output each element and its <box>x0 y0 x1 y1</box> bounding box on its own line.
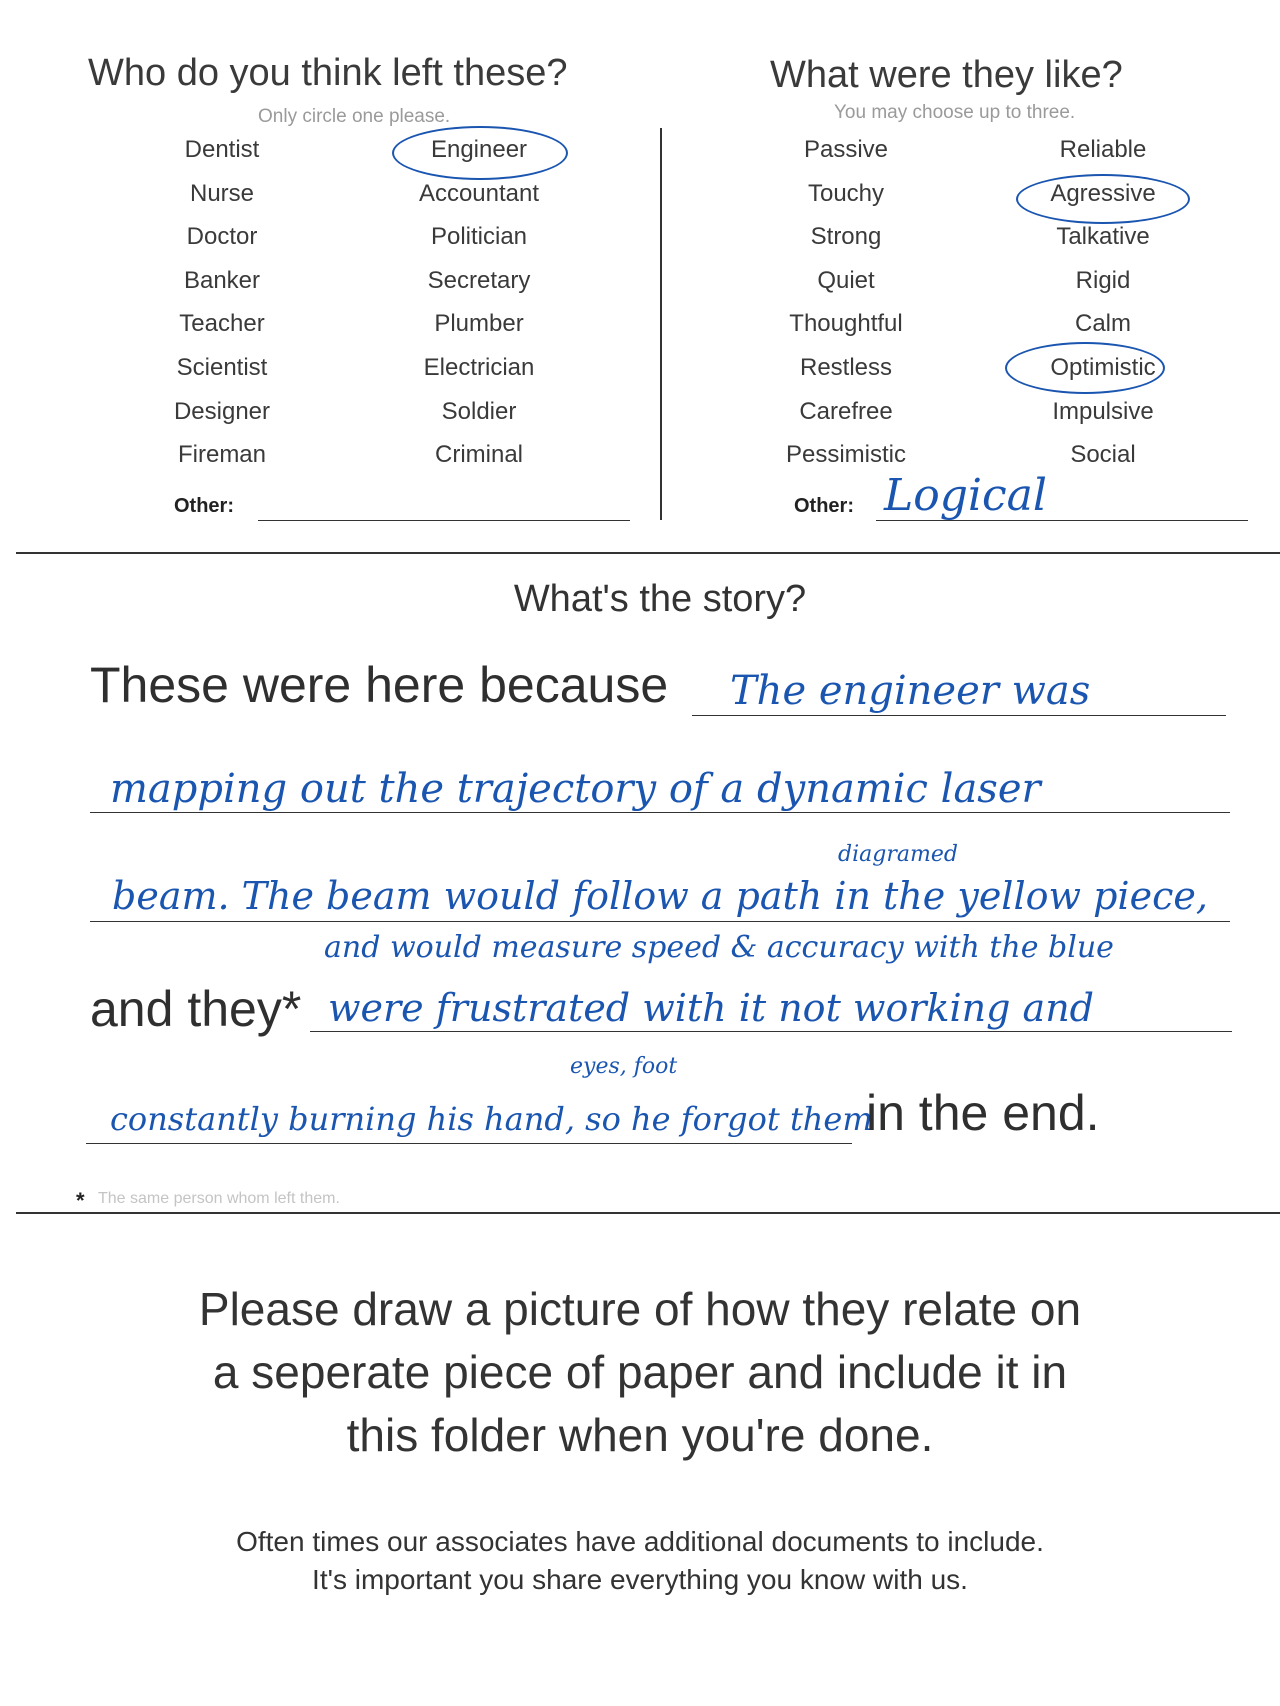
section-divider-2 <box>16 1212 1280 1214</box>
who-option[interactable]: Soldier <box>441 397 517 425</box>
like-selection-circle-2 <box>1005 342 1165 394</box>
like-other-value[interactable]: Logical <box>884 470 1047 521</box>
who-option[interactable]: Criminal <box>434 441 524 469</box>
like-option[interactable]: Social <box>1070 441 1136 469</box>
who-option[interactable]: Teacher <box>179 310 265 338</box>
like-option[interactable]: Quiet <box>817 266 875 294</box>
like-option[interactable]: Thoughtful <box>789 310 903 338</box>
like-option[interactable]: Carefree <box>799 397 893 425</box>
story-line-1 <box>692 715 1226 716</box>
like-option[interactable]: Pessimistic <box>785 441 907 469</box>
closing-note-2: It's important you share everything you know with us. <box>312 1564 968 1595</box>
who-option[interactable]: Engineer <box>430 136 528 163</box>
story-prompt-2: and they* <box>90 981 302 1037</box>
like-other-label[interactable]: Other: <box>794 495 854 517</box>
like-option[interactable]: Rigid <box>1075 266 1131 294</box>
like-option[interactable]: Agressive <box>1050 179 1156 207</box>
like-option[interactable]: Optimistic <box>1050 354 1156 381</box>
who-option[interactable]: Doctor <box>186 223 258 251</box>
story-line-3 <box>90 921 1230 922</box>
closing-line-3: this folder when you're done. <box>346 1409 934 1461</box>
story-title: What's the story? <box>513 578 807 620</box>
like-option[interactable]: Talkative <box>1056 223 1150 251</box>
section-divider-1 <box>16 552 1280 554</box>
who-option[interactable]: Scientist <box>176 354 268 381</box>
story-answer-3[interactable]: beam. The beam would follow a path in the yellow piece, <box>112 874 1208 918</box>
who-option[interactable]: Accountant <box>418 179 540 207</box>
story-answer-1[interactable]: The engineer was <box>730 668 1091 714</box>
story-prompt-3: in the end. <box>866 1085 1100 1141</box>
like-selection-circle-1 <box>1016 174 1190 224</box>
who-option[interactable]: Banker <box>183 266 261 294</box>
like-title: What were they like? <box>770 54 1123 96</box>
story-insert-1[interactable]: diagramed <box>838 842 958 867</box>
who-option[interactable]: Politician <box>430 223 528 251</box>
like-option[interactable]: Impulsive <box>1052 397 1154 425</box>
footnote-mark: * <box>76 1188 85 1213</box>
like-option[interactable]: Reliable <box>1059 136 1147 163</box>
like-option[interactable]: Restless <box>799 354 893 381</box>
who-option[interactable]: Secretary <box>427 266 531 294</box>
closing-note-1: Often times our associates have additional documents to include. <box>236 1526 1044 1557</box>
story-answer-4[interactable]: and would measure speed & accuracy with the blue <box>324 930 1114 965</box>
who-option[interactable]: Plumber <box>434 310 524 338</box>
who-option[interactable]: Dentist <box>184 136 260 163</box>
like-option[interactable]: Passive <box>803 136 889 163</box>
story-line-6 <box>86 1143 852 1144</box>
who-option[interactable]: Nurse <box>189 179 255 207</box>
column-divider <box>660 128 662 520</box>
story-insert-2[interactable]: eyes, foot <box>570 1054 678 1079</box>
who-selection-circle <box>392 126 568 180</box>
story-prompt-1: These were here because <box>90 657 669 713</box>
who-title: Who do you think left these? <box>88 52 568 94</box>
story-answer-2[interactable]: mapping out the trajectory of a dynamic laser <box>110 766 1041 812</box>
footnote-text: The same person whom left them. <box>98 1190 340 1207</box>
who-option[interactable]: Designer <box>173 397 271 425</box>
who-option[interactable]: Fireman <box>177 441 267 469</box>
story-answer-6[interactable]: constantly burning his hand, so he forgot them <box>110 1100 873 1138</box>
who-other-line <box>258 520 630 521</box>
like-option[interactable]: Touchy <box>807 179 885 207</box>
closing-line-1: Please draw a picture of how they relate on <box>198 1283 1082 1335</box>
like-option[interactable]: Calm <box>1074 310 1132 338</box>
story-answer-5[interactable]: were frustrated with it not working and <box>328 986 1094 1030</box>
closing-line-2: a seperate piece of paper and include it in <box>212 1346 1068 1398</box>
who-other-label[interactable]: Other: <box>174 495 234 517</box>
who-option[interactable]: Electrician <box>423 354 535 381</box>
story-line-5 <box>310 1031 1232 1032</box>
who-instruction: Only circle one please. <box>258 106 451 127</box>
story-line-2 <box>90 812 1230 813</box>
like-option[interactable]: Strong <box>810 223 882 251</box>
like-instruction: You may choose up to three. <box>834 102 1076 123</box>
